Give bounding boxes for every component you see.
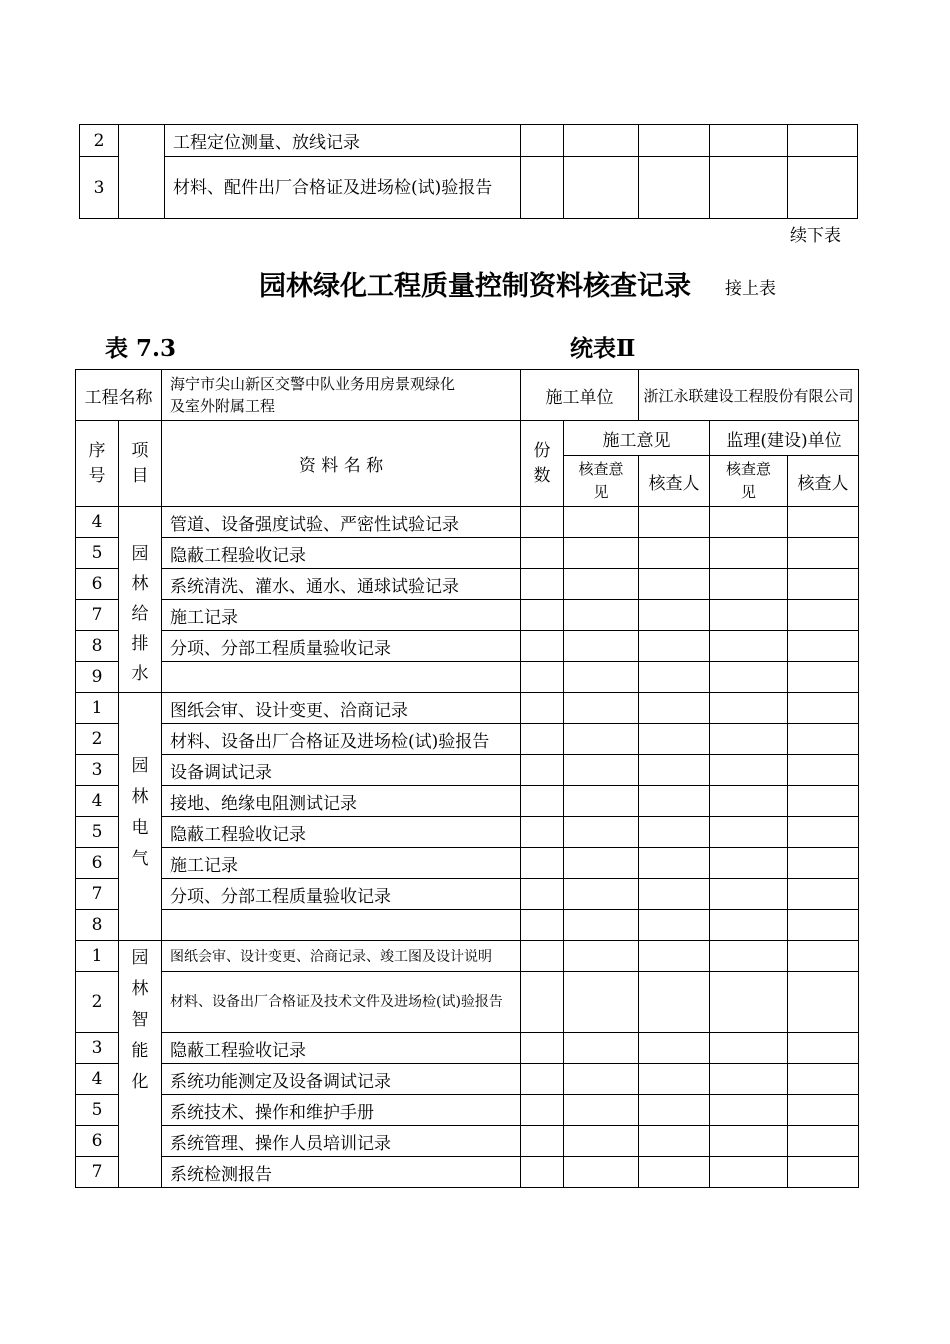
empty-cell bbox=[521, 662, 564, 693]
row-number: 8 bbox=[76, 631, 119, 662]
empty-cell bbox=[521, 1157, 564, 1188]
empty-cell bbox=[564, 693, 639, 724]
empty-cell bbox=[788, 507, 859, 538]
empty-cell bbox=[710, 125, 788, 157]
empty-cell bbox=[639, 600, 710, 631]
table-row bbox=[76, 631, 859, 662]
empty-cell bbox=[639, 1064, 710, 1095]
row-number: 5 bbox=[76, 1095, 119, 1126]
empty-cell bbox=[521, 879, 564, 910]
document-name: 材料、配件出厂合格证及进场检(试)验报告 bbox=[165, 157, 521, 219]
col-header-no: 序号 bbox=[76, 421, 119, 507]
table-row bbox=[76, 1126, 859, 1157]
empty-cell bbox=[521, 631, 564, 662]
project-row bbox=[76, 370, 859, 421]
empty-cell bbox=[710, 724, 788, 755]
document-name: 系统功能测定及设备调试记录 bbox=[162, 1064, 521, 1095]
empty-cell bbox=[710, 1095, 788, 1126]
table-row bbox=[76, 693, 859, 724]
empty-cell bbox=[710, 972, 788, 1033]
empty-cell bbox=[788, 724, 859, 755]
header-row bbox=[76, 421, 859, 456]
empty-cell bbox=[788, 569, 859, 600]
continued-from-note: 接上表 bbox=[725, 279, 776, 299]
row-number: 3 bbox=[76, 1033, 119, 1064]
col-header-supervision: 监理(建设)单位 bbox=[710, 421, 859, 456]
empty-cell bbox=[788, 1064, 859, 1095]
col-header-check-opinion: 核查意见 bbox=[710, 456, 788, 507]
group-label-electrical: 园林电气 bbox=[119, 693, 162, 941]
empty-cell bbox=[564, 786, 639, 817]
row-number: 6 bbox=[76, 1126, 119, 1157]
col-header-name: 资 料 名 称 bbox=[162, 421, 521, 507]
empty-cell bbox=[788, 693, 859, 724]
empty-cell bbox=[639, 786, 710, 817]
empty-cell bbox=[710, 848, 788, 879]
empty-cell bbox=[788, 125, 858, 157]
empty-cell bbox=[710, 600, 788, 631]
empty-cell bbox=[710, 1064, 788, 1095]
empty-cell bbox=[564, 755, 639, 786]
col-header-checker: 核查人 bbox=[788, 456, 859, 507]
row-number: 4 bbox=[76, 786, 119, 817]
empty-cell bbox=[564, 538, 639, 569]
empty-cell bbox=[710, 879, 788, 910]
document-name: 图纸会审、设计变更、洽商记录、竣工图及设计说明 bbox=[162, 941, 521, 972]
row-number: 8 bbox=[76, 910, 119, 941]
row-number: 6 bbox=[76, 848, 119, 879]
empty-cell bbox=[639, 972, 710, 1033]
empty-cell bbox=[788, 786, 859, 817]
contractor-name: 浙江永联建设工程股份有限公司 bbox=[639, 370, 859, 421]
project-name: 海宁市尖山新区交警中队业务用房景观绿化及室外附属工程 bbox=[162, 370, 521, 421]
table-row bbox=[76, 538, 859, 569]
col-header-construction: 施工意见 bbox=[564, 421, 710, 456]
empty-cell bbox=[564, 1157, 639, 1188]
document-name: 施工记录 bbox=[162, 600, 521, 631]
empty-cell bbox=[521, 125, 564, 157]
empty-cell bbox=[788, 600, 859, 631]
table-row bbox=[76, 879, 859, 910]
empty-cell bbox=[521, 848, 564, 879]
row-number: 7 bbox=[76, 879, 119, 910]
empty-cell bbox=[639, 1095, 710, 1126]
empty-cell bbox=[639, 817, 710, 848]
empty-cell bbox=[639, 1126, 710, 1157]
row-number: 5 bbox=[76, 817, 119, 848]
document-name: 隐蔽工程验收记录 bbox=[162, 817, 521, 848]
col-header-item: 项目 bbox=[119, 421, 162, 507]
empty-cell bbox=[564, 879, 639, 910]
empty-cell bbox=[788, 910, 859, 941]
table-row bbox=[76, 1033, 859, 1064]
empty-cell bbox=[788, 1157, 859, 1188]
empty-cell bbox=[788, 755, 859, 786]
table-row bbox=[76, 817, 859, 848]
empty-cell bbox=[710, 569, 788, 600]
empty-cell bbox=[564, 848, 639, 879]
row-number: 2 bbox=[80, 125, 119, 157]
group-label-intelligent: 园林智能化 bbox=[119, 941, 162, 1188]
table-row bbox=[76, 600, 859, 631]
table-row bbox=[76, 724, 859, 755]
table-row bbox=[76, 755, 859, 786]
empty-cell bbox=[788, 817, 859, 848]
row-number: 3 bbox=[76, 755, 119, 786]
row-number: 1 bbox=[76, 693, 119, 724]
row-number: 7 bbox=[76, 1157, 119, 1188]
empty-cell bbox=[521, 600, 564, 631]
empty-cell bbox=[788, 662, 859, 693]
document-name: 接地、绝缘电阻测试记录 bbox=[162, 786, 521, 817]
document-name: 隐蔽工程验收记录 bbox=[162, 538, 521, 569]
table-row bbox=[76, 910, 859, 941]
empty-cell bbox=[521, 693, 564, 724]
empty-cell bbox=[788, 879, 859, 910]
project-name-label: 工程名称 bbox=[76, 370, 162, 421]
empty-cell bbox=[521, 1095, 564, 1126]
empty-cell bbox=[710, 755, 788, 786]
empty-cell bbox=[788, 1126, 859, 1157]
group-label-drainage: 园林给排水 bbox=[119, 507, 162, 693]
table-number: 表 7.3 bbox=[105, 335, 177, 362]
empty-cell bbox=[710, 693, 788, 724]
empty-cell bbox=[710, 786, 788, 817]
col-header-copies: 份数 bbox=[521, 421, 564, 507]
empty-cell bbox=[521, 910, 564, 941]
document-name: 材料、设备出厂合格证及技术文件及进场检(试)验报告 bbox=[162, 972, 521, 1033]
document-name: 隐蔽工程验收记录 bbox=[162, 1033, 521, 1064]
document-name: 管道、设备强度试验、严密性试验记录 bbox=[162, 507, 521, 538]
empty-cell bbox=[639, 125, 710, 157]
empty-cell bbox=[639, 662, 710, 693]
empty-cell bbox=[521, 724, 564, 755]
empty-cell bbox=[639, 879, 710, 910]
empty-cell bbox=[564, 941, 639, 972]
empty-cell bbox=[639, 724, 710, 755]
empty-cell bbox=[564, 1064, 639, 1095]
empty-cell bbox=[564, 157, 639, 219]
empty-cell bbox=[564, 972, 639, 1033]
empty-cell bbox=[788, 972, 859, 1033]
empty-cell bbox=[710, 631, 788, 662]
table-subtitle: 统表Ⅱ bbox=[570, 335, 636, 362]
empty-cell bbox=[521, 755, 564, 786]
table-row bbox=[76, 569, 859, 600]
continued-next-note: 续下表 bbox=[790, 226, 841, 246]
empty-cell bbox=[564, 910, 639, 941]
empty-cell bbox=[639, 910, 710, 941]
table-row bbox=[76, 1064, 859, 1095]
document-name bbox=[162, 910, 521, 941]
empty-cell bbox=[521, 941, 564, 972]
empty-cell bbox=[639, 1033, 710, 1064]
empty-cell bbox=[788, 1095, 859, 1126]
empty-cell bbox=[521, 1064, 564, 1095]
empty-cell bbox=[788, 538, 859, 569]
row-number: 3 bbox=[80, 157, 119, 219]
empty-cell bbox=[521, 972, 564, 1033]
empty-cell bbox=[710, 662, 788, 693]
empty-cell bbox=[521, 507, 564, 538]
table-row bbox=[80, 157, 858, 219]
row-number: 5 bbox=[76, 538, 119, 569]
empty-cell bbox=[639, 755, 710, 786]
row-number: 1 bbox=[76, 941, 119, 972]
top-continuation-table bbox=[79, 124, 858, 219]
empty-cell bbox=[521, 1033, 564, 1064]
row-number: 2 bbox=[76, 724, 119, 755]
table-row bbox=[76, 1095, 859, 1126]
empty-cell bbox=[521, 538, 564, 569]
document-name: 材料、设备出厂合格证及进场检(试)验报告 bbox=[162, 724, 521, 755]
empty-cell bbox=[564, 1126, 639, 1157]
empty-cell bbox=[710, 1033, 788, 1064]
empty-cell bbox=[639, 157, 710, 219]
table-row bbox=[76, 662, 859, 693]
empty-cell bbox=[710, 1157, 788, 1188]
empty-cell bbox=[710, 507, 788, 538]
row-number: 2 bbox=[76, 972, 119, 1033]
document-name: 工程定位测量、放线记录 bbox=[165, 125, 521, 157]
document-name: 施工记录 bbox=[162, 848, 521, 879]
quality-control-table bbox=[75, 369, 859, 1188]
empty-cell bbox=[788, 941, 859, 972]
table-row bbox=[76, 972, 859, 1033]
document-name: 设备调试记录 bbox=[162, 755, 521, 786]
item-cell bbox=[119, 125, 165, 219]
col-header-checker: 核查人 bbox=[639, 456, 710, 507]
table-row bbox=[76, 848, 859, 879]
empty-cell bbox=[639, 538, 710, 569]
empty-cell bbox=[564, 817, 639, 848]
document-name: 系统检测报告 bbox=[162, 1157, 521, 1188]
empty-cell bbox=[564, 569, 639, 600]
contractor-label: 施工单位 bbox=[521, 370, 639, 421]
empty-cell bbox=[564, 662, 639, 693]
row-number: 4 bbox=[76, 507, 119, 538]
empty-cell bbox=[521, 817, 564, 848]
empty-cell bbox=[788, 1033, 859, 1064]
empty-cell bbox=[710, 538, 788, 569]
document-name: 系统清洗、灌水、通水、通球试验记录 bbox=[162, 569, 521, 600]
empty-cell bbox=[788, 157, 858, 219]
empty-cell bbox=[564, 125, 639, 157]
empty-cell bbox=[710, 817, 788, 848]
empty-cell bbox=[564, 1033, 639, 1064]
empty-cell bbox=[521, 786, 564, 817]
empty-cell bbox=[521, 1126, 564, 1157]
empty-cell bbox=[521, 157, 564, 219]
empty-cell bbox=[639, 848, 710, 879]
document-name: 分项、分部工程质量验收记录 bbox=[162, 631, 521, 662]
empty-cell bbox=[639, 941, 710, 972]
document-name: 分项、分部工程质量验收记录 bbox=[162, 879, 521, 910]
row-number: 9 bbox=[76, 662, 119, 693]
empty-cell bbox=[788, 631, 859, 662]
row-number: 4 bbox=[76, 1064, 119, 1095]
table-row bbox=[80, 125, 858, 157]
empty-cell bbox=[639, 1157, 710, 1188]
page-title: 园林绿化工程质量控制资料核查记录 bbox=[259, 271, 691, 302]
table-row bbox=[76, 1157, 859, 1188]
empty-cell bbox=[639, 631, 710, 662]
empty-cell bbox=[639, 569, 710, 600]
col-header-check-opinion: 核查意见 bbox=[564, 456, 639, 507]
table-row bbox=[76, 507, 859, 538]
row-number: 6 bbox=[76, 569, 119, 600]
empty-cell bbox=[564, 600, 639, 631]
empty-cell bbox=[710, 941, 788, 972]
empty-cell bbox=[564, 724, 639, 755]
empty-cell bbox=[710, 1126, 788, 1157]
empty-cell bbox=[564, 631, 639, 662]
table-row bbox=[76, 786, 859, 817]
document-name: 系统技术、操作和维护手册 bbox=[162, 1095, 521, 1126]
row-number: 7 bbox=[76, 600, 119, 631]
document-name: 图纸会审、设计变更、洽商记录 bbox=[162, 693, 521, 724]
empty-cell bbox=[564, 1095, 639, 1126]
empty-cell bbox=[639, 693, 710, 724]
table-row bbox=[76, 941, 859, 972]
empty-cell bbox=[521, 569, 564, 600]
empty-cell bbox=[710, 157, 788, 219]
empty-cell bbox=[710, 910, 788, 941]
empty-cell bbox=[564, 507, 639, 538]
empty-cell bbox=[639, 507, 710, 538]
empty-cell bbox=[788, 848, 859, 879]
document-name: 系统管理、操作人员培训记录 bbox=[162, 1126, 521, 1157]
document-name bbox=[162, 662, 521, 693]
